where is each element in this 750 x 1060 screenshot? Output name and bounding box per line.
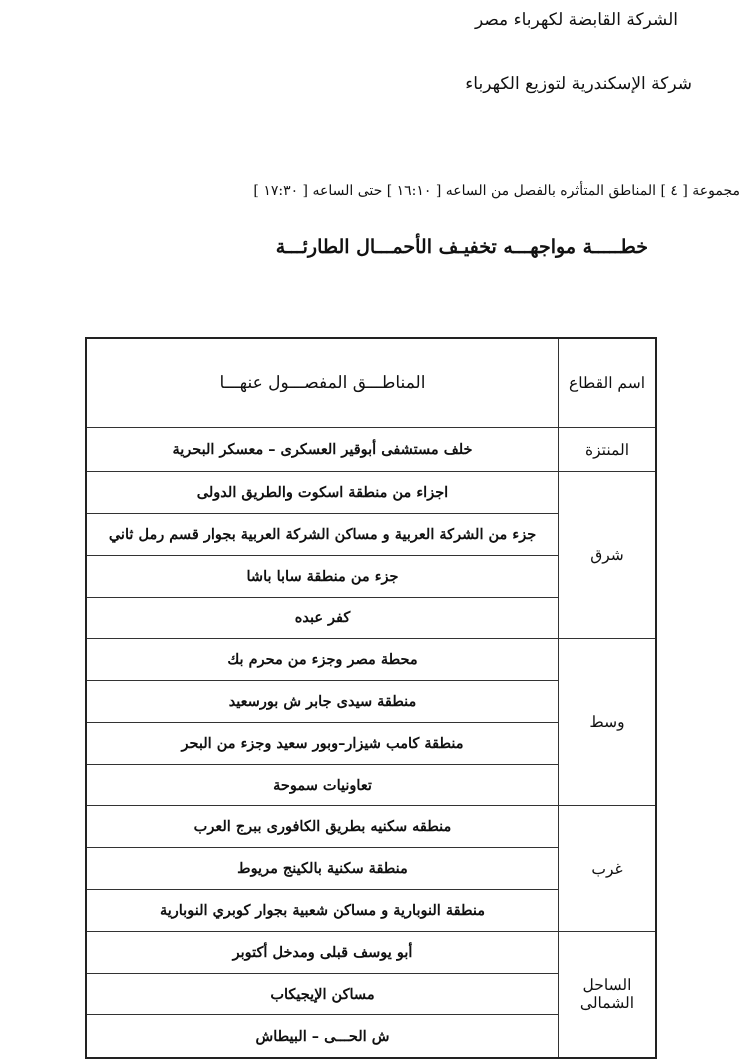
header-areas: المناطـــق المفصـــول عنهـــا	[86, 338, 559, 428]
sector-cell-north-coast: الساحل الشمالى	[559, 931, 657, 1058]
area-cell: محطة مصر وجزء من محرم بك	[86, 639, 559, 681]
table-row	[86, 931, 656, 973]
area-cell: منطقة سكنية بالكينج مريوط	[86, 848, 559, 890]
area-cell: منطقة كامب شيزار–وبور سعيد وجزء من البحر	[86, 722, 559, 764]
area-cell: منطقه سكنيه بطريق الكافورى ببرج العرب	[86, 806, 559, 848]
table-row	[86, 806, 656, 848]
area-cell: جزء من منطقة سابا باشا	[86, 555, 559, 597]
area-cell: ش الحـــى – البيطاش	[86, 1015, 559, 1058]
area-cell: تعاونيات سموحة	[86, 764, 559, 806]
sector-cell-west: غرب	[559, 806, 657, 931]
org-name-holding: الشركة القابضة لكهرباء مصر	[474, 10, 678, 30]
area-cell: كفر عبده	[86, 597, 559, 639]
table-row	[86, 472, 656, 514]
table-row	[86, 428, 656, 472]
table-header-row	[86, 338, 656, 428]
area-cell: منطقة سيدى جابر ش بورسعيد	[86, 681, 559, 723]
sector-cell-montaza: المنتزة	[559, 428, 657, 472]
area-cell: خلف مستشفى أبوقير العسكرى – معسكر البحرية	[86, 428, 559, 472]
area-cell: منطقة النوبارية و مساكن شعبية بجوار كوبري النوبارية	[86, 890, 559, 932]
sector-cell-east: شرق	[559, 472, 657, 639]
area-cell: اجزاء من منطقة اسكوت والطريق الدولى	[86, 472, 559, 514]
plan-title: خطـــــة مواجهـــه تخفيـف الأحمـــال الطارئـــة	[275, 236, 648, 258]
table-row	[86, 639, 656, 681]
area-cell: مساكن الإيجيكاب	[86, 973, 559, 1015]
sector-cell-center: وسط	[559, 639, 657, 806]
org-name-distribution: شركة الإسكندرية لتوزيع الكهرباء	[465, 74, 692, 94]
area-cell: أبو يوسف قبلى ومدخل أكتوبر	[86, 931, 559, 973]
load-shedding-table	[85, 337, 657, 1059]
area-cell: جزء من الشركة العربية و مساكن الشركة العربية بجوار قسم رمل ثاني	[86, 513, 559, 555]
header-sector: اسم القطاع	[559, 338, 657, 428]
group-schedule-line: مجموعة [ ٤ ] المناطق المتأثره بالفصل من الساعه [ ١٦:١٠ ] حتى الساعه [ ١٧:٣٠ ]	[253, 183, 740, 199]
